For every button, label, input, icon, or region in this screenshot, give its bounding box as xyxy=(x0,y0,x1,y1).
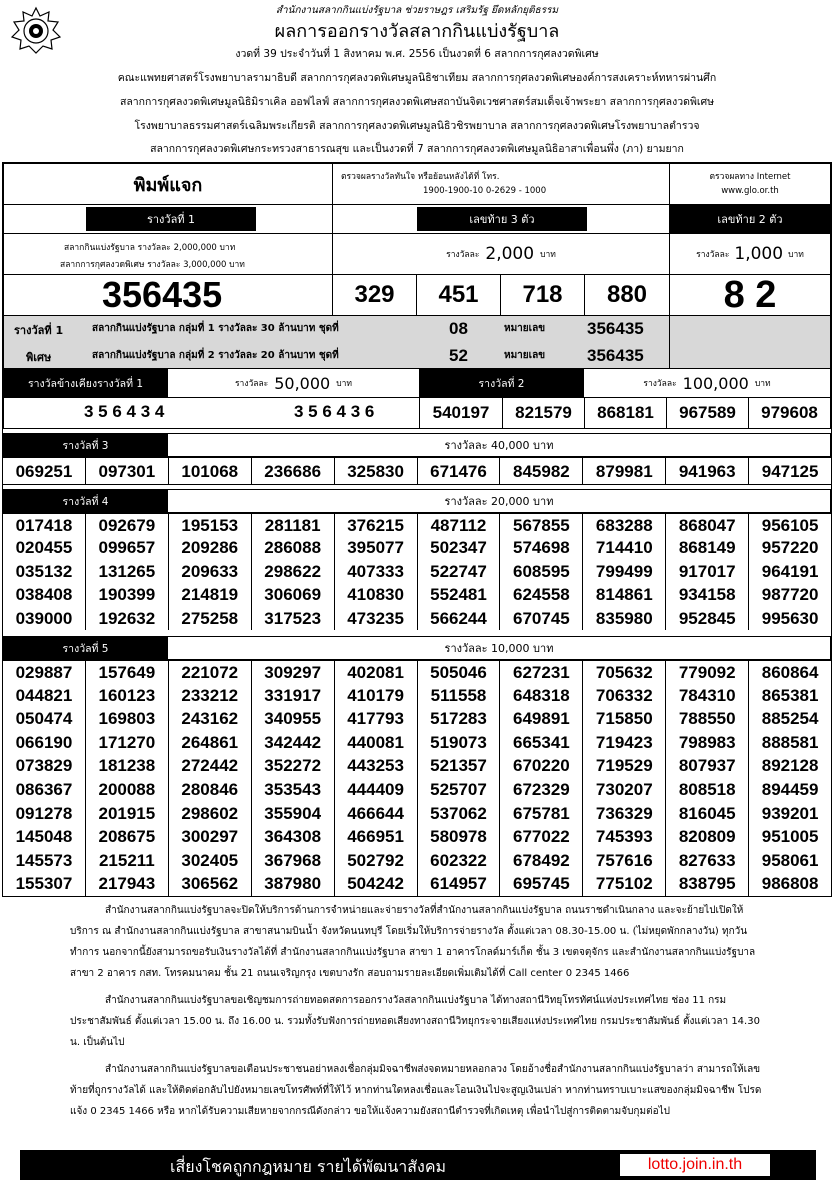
prize5-number: 215211 xyxy=(86,849,169,873)
prize5-number: 820809 xyxy=(666,825,749,849)
last3-header: เลขท้าย 3 ตัว xyxy=(417,207,587,231)
prize5-number: 865381 xyxy=(761,685,819,705)
prize5-number: 517283 xyxy=(418,707,501,731)
footer-paragraph-relocation: สำนักงานสลากกินแบ่งรัฐบาลจะปิดให้บริการด้านการจำหน่ายและจ่ายรางวัลที่สำนักงานสลากกินแบ่งรัฐบาล ถนนราชดำเนินกลาง และจะย้ายไปเปิดให้บริการ ณ สำนักงานสลากกินแบ่งรัฐบาล สาขาสนามบินน้ำ จังหวัดนนทบุรี โดยเริ่มให้บริการจ่ายรางวัล ตั้งแต่เวลา 08.30-15.00 น. (ไม่หยุดพักกลางวัน) ทุกวันทำการ นอกจากนี้ยังสามารถขอรับเงินรางวัลได้ที่ สำนักงานสลากกินแบ่งรัฐบาล สาขา 1 อาคารโกลด์มาร์เก็ต ชั้น 3 เขตจตุจักร และสำนักงานสลากกินแบ่งรัฐบาล สาขา 2 อาคาร กสท. โทรคมนาคม ชั้น 21 ถนนเจริญกรุง เขตบางรัก สอบถามรายละเอียดเพิ่มเติมได้ที่ Call center 0 2345 1466 xyxy=(70,905,756,979)
prize5-number: 678492 xyxy=(500,849,583,873)
prize5-number: 201915 xyxy=(86,802,169,826)
near1-amount xyxy=(167,368,420,398)
prize5-number: 221072 xyxy=(169,661,252,684)
prize2-number: 967589 xyxy=(666,397,749,429)
prize5-number: 306562 xyxy=(169,872,252,896)
prize4-number: 214819 xyxy=(169,583,252,606)
prize4-amount: รางวัลละ 20,000 บาท xyxy=(167,489,831,513)
prize5-number: 157649 xyxy=(86,661,169,684)
prize4-number: 987720 xyxy=(761,585,819,605)
prize4-number: 567855 xyxy=(500,514,583,536)
prize4-number: 683288 xyxy=(583,514,666,536)
prize5-number: 302405 xyxy=(169,849,252,873)
prize5-row xyxy=(3,802,831,826)
prize5-number: 367968 xyxy=(252,849,335,873)
prize4-number: 957220 xyxy=(761,538,819,558)
prize3-number: 325830 xyxy=(335,458,418,484)
prize5-number: 145048 xyxy=(3,825,86,849)
phone-numbers: 1900-1900-10 0-2629 - 1000 xyxy=(423,186,547,196)
prize5-number: 402081 xyxy=(335,661,418,684)
prize5-number: 677022 xyxy=(500,825,583,849)
prize4-number: 195153 xyxy=(169,514,252,536)
prize5-number: 675781 xyxy=(500,802,583,826)
prize4-row xyxy=(3,513,831,536)
prize4-number: 956105 xyxy=(761,516,819,535)
prize5-row xyxy=(3,849,831,873)
prize4-row xyxy=(3,607,831,630)
prize3-number: 097301 xyxy=(86,458,169,484)
prize4-number: 473235 xyxy=(335,607,418,630)
prize1-amounts xyxy=(3,233,333,275)
prize4-number: 209633 xyxy=(169,560,252,583)
prize4-number: 407333 xyxy=(335,560,418,583)
prize5-number: 649891 xyxy=(500,707,583,731)
prize5-number: 511558 xyxy=(418,684,501,708)
prize5-number: 939201 xyxy=(761,803,819,823)
prize5-number: 521357 xyxy=(418,754,501,778)
prize4-number: 209286 xyxy=(169,536,252,559)
prize3-header: รางวัลที่ 3 xyxy=(3,433,168,457)
prize4-number: 190399 xyxy=(86,583,169,606)
prize5-number: 200088 xyxy=(86,778,169,802)
prize4-number: 670745 xyxy=(500,607,583,630)
prize5-number: 860864 xyxy=(761,663,819,682)
last2-amount xyxy=(669,233,831,275)
prize5-number: 444409 xyxy=(335,778,418,802)
header-motto: สำนักงานสลากกินแบ่งรัฐบาล ช่วยราษฎร เสริมรัฐ ยึดหลักยุติธรรม xyxy=(275,5,559,16)
prize5-number: 719423 xyxy=(583,731,666,755)
prize5-number: 894459 xyxy=(761,780,819,799)
prize4-number: 608595 xyxy=(500,560,583,583)
prize4-number: 868149 xyxy=(666,536,749,559)
special-row1-no-label: หมายเลข xyxy=(504,323,546,334)
prize5-row xyxy=(3,684,831,708)
prize3-number: 947125 xyxy=(761,462,819,481)
prize5-number: 217943 xyxy=(86,872,169,896)
prize2-number: 868181 xyxy=(584,397,667,429)
special-label-2: พิเศษ xyxy=(26,351,52,364)
prize5-row xyxy=(3,731,831,755)
special-row1-desc: สลากกินแบ่งรัฐบาล กลุ่มที่ 1 รางวัลละ 30 ล้านบาท ชุดที่ xyxy=(92,323,339,334)
prize5-number: 342442 xyxy=(252,731,335,755)
near1-amount-label: รางวัลละ xyxy=(234,379,269,389)
prize5-number: 807937 xyxy=(666,754,749,778)
prize5-number: 181238 xyxy=(86,754,169,778)
prize5-number: 050474 xyxy=(3,707,86,731)
charity-line-1: คณะแพทยศาสตร์โรงพยาบาลรามาธิบดี สลากการกุศลงวดพิเศษมูลนิธิชาเทียม สลากการกุศลงวดพิเศษองค์การสงเคราะห์ทหารผ่านศึก xyxy=(117,72,717,84)
prize5-number: 502792 xyxy=(335,849,418,873)
prize5-number: 885254 xyxy=(761,709,819,729)
prize5-number: 695745 xyxy=(500,872,583,896)
prize4-number: 566244 xyxy=(418,607,501,630)
special-row2-desc: สลากกินแบ่งรัฐบาล กลุ่มที่ 2 รางวัลละ 20 ล้านบาท ชุดที่ xyxy=(92,350,339,361)
prize5-number: 145573 xyxy=(3,849,86,873)
prize4-number: 714410 xyxy=(583,536,666,559)
prize2-amount-value: 100,000 xyxy=(682,373,749,393)
prize5-number: 798983 xyxy=(666,731,749,755)
prize1-header-cell xyxy=(3,204,333,234)
prize4-number: 410830 xyxy=(335,583,418,606)
prize4-number: 035132 xyxy=(3,560,86,583)
near1-numbers xyxy=(3,397,420,429)
last2-number: 8 2 xyxy=(669,274,831,316)
prize5-number: 504242 xyxy=(335,872,418,896)
prize5-number: 353543 xyxy=(252,778,335,802)
prize3-number: 101068 xyxy=(169,458,252,484)
prize4-number: 574698 xyxy=(500,536,583,559)
prize5-number: 044821 xyxy=(3,684,86,708)
prize4-number: 306069 xyxy=(252,583,335,606)
prize4-number: 376215 xyxy=(335,514,418,536)
prize5-number: 233212 xyxy=(169,684,252,708)
prize4-number: 552481 xyxy=(418,583,501,606)
last2-amount-value: 1,000 xyxy=(734,244,784,264)
prize5-number: 443253 xyxy=(335,754,418,778)
prize5-number: 364308 xyxy=(252,825,335,849)
last3-amount xyxy=(332,233,670,275)
prize5-number: 525707 xyxy=(418,778,501,802)
footer-notes xyxy=(0,900,834,1128)
prize4-row xyxy=(3,560,831,583)
prize4-number: 039000 xyxy=(3,607,86,630)
prize2-number: 979608 xyxy=(748,397,831,429)
prize5-number: 331917 xyxy=(252,684,335,708)
prize2-header: รางวัลที่ 2 xyxy=(419,368,584,398)
prize2-number: 540197 xyxy=(419,397,503,429)
prize3-number: 879981 xyxy=(583,458,666,484)
prize4-number: 917017 xyxy=(666,560,749,583)
charity-line-4: สลากการกุศลงวดพิเศษกระทรวงสาธารณสุข และเป็นงวดที่ 7 สลากการกุศลงวดพิเศษมูลนิธิอาสาเพื่อนพึ่ง (ภา) ยามยาก xyxy=(150,143,684,155)
prize5-number: 272442 xyxy=(169,754,252,778)
prize5-number: 073829 xyxy=(3,754,86,778)
prize5-number: 614957 xyxy=(418,872,501,896)
near1-number: 3 5 6 4 3 6 xyxy=(294,402,375,421)
prize5-row xyxy=(3,825,831,849)
prize3-row xyxy=(3,457,831,485)
internet-label: ตรวจผลทาง Internet xyxy=(709,172,791,182)
footer-paragraph-broadcast: สำนักงานสลากกินแบ่งรัฐบาลขอเชิญชมการถ่ายทอดสดการออกรางวัลสลากกินแบ่งรัฐบาล ได้ทางสถานีวิทยุโทรทัศน์แห่งประเทศไทย ช่อง 11 กรมประชาสัมพันธ์ ตั้งแต่เวลา 15.00 น. ถึง 16.00 น. รวมทั้งรับฟังการถ่ายทอดเสียงทางสถานีวิทยุกระจายเสียงแห่งประเทศไทย กรมประชาสัมพันธ์ ตั้งแต่เวลา 14.30 น. เป็นต้นไป xyxy=(70,995,760,1048)
prize4-number: 131265 xyxy=(86,560,169,583)
prize5-number: 958061 xyxy=(761,850,819,870)
prize4-number: 964191 xyxy=(761,561,819,581)
prize3-amount: รางวัลละ 40,000 บาท xyxy=(167,433,831,457)
draw-info: งวดที่ 39 ประจำวันที่ 1 สิงหาคม พ.ศ. 2556 เป็นงวดที่ 6 สลากการกุศลงวดพิเศษ xyxy=(235,48,599,60)
prize5-row xyxy=(3,660,831,684)
prize2-amount-label: รางวัลละ xyxy=(643,379,677,389)
prize5-number: 736329 xyxy=(583,802,666,826)
prize5-number: 779092 xyxy=(666,661,749,684)
prize5-number: 208675 xyxy=(86,825,169,849)
prize5-number: 705632 xyxy=(583,661,666,684)
prize5-number: 838795 xyxy=(666,872,749,896)
near1-amount-value: 50,000 xyxy=(274,373,331,393)
prize5-number: 410179 xyxy=(335,684,418,708)
prize4-number: 522747 xyxy=(418,560,501,583)
prize5-number: 951005 xyxy=(761,827,819,847)
last3-number: 718 xyxy=(500,274,585,316)
prize4-number: 835980 xyxy=(583,607,666,630)
prize4-row xyxy=(3,583,831,606)
prize2-number: 821579 xyxy=(502,397,585,429)
special-label-1: รางวัลที่ 1 xyxy=(14,324,64,337)
prize5-number: 816045 xyxy=(666,802,749,826)
prize5-number: 986808 xyxy=(761,874,819,894)
prize5-number: 602322 xyxy=(418,849,501,873)
prize4-number: 099657 xyxy=(86,536,169,559)
prize3-number: 069251 xyxy=(3,458,86,484)
prize4-number: 624558 xyxy=(500,583,583,606)
prize5-number: 672329 xyxy=(500,778,583,802)
prize5-number: 029887 xyxy=(3,661,86,684)
prize5-amount: รางวัลละ 10,000 บาท xyxy=(167,636,831,660)
prize4-number: 502347 xyxy=(418,536,501,559)
last3-amount-value: 2,000 xyxy=(485,244,535,264)
prize5-number: 355904 xyxy=(252,802,335,826)
prize5-row xyxy=(3,778,831,802)
prize5-number: 280846 xyxy=(169,778,252,802)
near1-header: รางวัลข้างเคียงรางวัลที่ 1 xyxy=(3,368,168,398)
last3-amount-label: รางวัลละ xyxy=(446,250,480,260)
special-row2-no-label: หมายเลข xyxy=(504,350,546,361)
prize4-number: 317523 xyxy=(252,607,335,630)
prize5-number: 715850 xyxy=(583,707,666,731)
prize5-number: 298602 xyxy=(169,802,252,826)
prize4-number: 020455 xyxy=(3,536,86,559)
phone-info xyxy=(332,163,670,205)
prize3-number: 845982 xyxy=(500,458,583,484)
prize5-number: 784310 xyxy=(666,684,749,708)
prize4-number: 952845 xyxy=(666,607,749,630)
last3-number: 329 xyxy=(332,274,417,316)
special-row1-number: 356435 xyxy=(587,319,644,338)
prize1-amount-charity: สลากการกุศลงวดพิเศษ รางวัลละ 3,000,000 บาท xyxy=(60,260,245,270)
prize4-number: 995630 xyxy=(761,608,819,628)
special-prize xyxy=(3,315,670,369)
last2-header: เลขท้าย 2 ตัว xyxy=(669,204,831,234)
prize5-number: 627231 xyxy=(500,661,583,684)
prize5-number: 300297 xyxy=(169,825,252,849)
prize5-number: 091278 xyxy=(3,802,86,826)
prize4-number: 092679 xyxy=(86,514,169,536)
prize4-number: 275258 xyxy=(169,607,252,630)
phone-check-label: ตรวจผลรางวัลทันใจ หรือย้อนหลังได้ที่ โทร. xyxy=(341,172,500,182)
last3-number: 451 xyxy=(416,274,501,316)
prize4-number: 934158 xyxy=(666,583,749,606)
prize1-header: รางวัลที่ 1 xyxy=(86,207,256,231)
prize5-number: 466644 xyxy=(335,802,418,826)
special-blank xyxy=(669,315,831,369)
charity-line-2: สลากการกุศลงวดพิเศษมูลนิธิมิราเคิล ออฟไลฟ์ สลากการกุศลงวดพิเศษสถาบันจิตเวชศาสตร์สมเด็จเจ้าพระยา สลากการกุศลงวดพิเศษ xyxy=(119,96,715,108)
prize5-number: 670220 xyxy=(500,754,583,778)
bottom-bar xyxy=(20,1150,816,1180)
prize5-number: 160123 xyxy=(86,684,169,708)
website-link[interactable]: www.glo.or.th xyxy=(721,186,779,196)
prize5-number: 440081 xyxy=(335,731,418,755)
last3-number: 880 xyxy=(584,274,670,316)
prize2-amount xyxy=(583,368,831,398)
site-link[interactable]: lotto.join.in.th xyxy=(620,1154,770,1176)
prize5-number: 892128 xyxy=(761,756,819,776)
prize5-number: 580978 xyxy=(418,825,501,849)
prize4-number: 298622 xyxy=(252,560,335,583)
near1-amount-unit: บาท xyxy=(336,379,352,389)
prize1-number: 356435 xyxy=(3,274,333,316)
header xyxy=(0,0,834,160)
prize5-number: 648318 xyxy=(500,684,583,708)
prize4-header: รางวัลที่ 4 xyxy=(3,489,168,513)
prize4-number: 814861 xyxy=(583,583,666,606)
last2-amount-label: รางวัลละ xyxy=(696,250,730,260)
prize2-amount-unit: บาท xyxy=(754,379,771,389)
prize5-row xyxy=(3,872,831,896)
charity-line-3: โรงพยาบาลธรรมศาสตร์เฉลิมพระเกียรติ สลากการกุศลงวดพิเศษมูลนิธิวชิรพยาบาล สลากการกุศลงวดพิเศษโรงพยาบาลตำรวจ xyxy=(134,120,700,132)
prize4-number: 799499 xyxy=(583,560,666,583)
prize5-number: 243162 xyxy=(169,707,252,731)
prize5-number: 340955 xyxy=(252,707,335,731)
prize5-number: 066190 xyxy=(3,731,86,755)
prize5-number: 665341 xyxy=(500,731,583,755)
near1-number: 3 5 6 4 3 4 xyxy=(84,402,165,421)
prize3-number: 671476 xyxy=(418,458,501,484)
prize5-row xyxy=(3,754,831,778)
prize5-number: 086367 xyxy=(3,778,86,802)
internet-info xyxy=(669,163,831,205)
prize5-number: 788550 xyxy=(666,707,749,731)
last3-amount-unit: บาท xyxy=(540,250,556,260)
prize3-number: 941963 xyxy=(666,458,749,484)
prize5-number: 155307 xyxy=(3,872,86,896)
footer-paragraph-warning: สำนักงานสลากกินแบ่งรัฐบาลขอเตือนประชาชนอย่าหลงเชื่อกลุ่มมิจฉาชีพส่งจดหมายหลอกลวง โดยอ้างชื่อสำนักงานสลากกินแบ่งรัฐบาลว่า สามารถให้เลขท้ายที่ถูกรางวัลได้ และให้ติดต่อกลับไปยังหมายเลขโทรศัพท์ที่ให้ไว้ หากท่านใดหลงเชื่อและโอนเงินไปจะสูญเงินเปล่า หากท่านทราบเบาะแสของกลุ่มมิจฉาชีพ โปรดแจ้ง 0 2345 1466 หรือ หากได้รับความเสียหายจากกรณีดังกล่าว ขอให้แจ้งความยังสถานีตำรวจที่เกิดเหตุ เพื่อนำไปสู่การติดตามจับกุมต่อไป xyxy=(70,1064,762,1117)
prize4-number: 487112 xyxy=(418,514,501,536)
prize5-number: 827633 xyxy=(666,849,749,873)
prize5-number: 519073 xyxy=(418,731,501,755)
prize4-row xyxy=(3,536,831,559)
prize4-number: 395077 xyxy=(335,536,418,559)
special-row1-set: 08 xyxy=(449,319,468,338)
prize5-number: 730207 xyxy=(583,778,666,802)
prize5-number: 417793 xyxy=(335,707,418,731)
prize4-number: 281181 xyxy=(252,514,335,536)
prize5-number: 171270 xyxy=(86,731,169,755)
prize4-number: 038408 xyxy=(3,583,86,606)
prize5-number: 745393 xyxy=(583,825,666,849)
prize5-number: 505046 xyxy=(418,661,501,684)
prize5-number: 706332 xyxy=(583,684,666,708)
special-row2-set: 52 xyxy=(449,346,468,365)
prize5-number: 775102 xyxy=(583,872,666,896)
last2-amount-unit: บาท xyxy=(788,250,804,260)
prize1-amount-regular: สลากกินแบ่งรัฐบาล รางวัลละ 2,000,000 บาท xyxy=(64,243,236,253)
last3-header-cell xyxy=(332,204,670,234)
results-table xyxy=(2,162,832,897)
prize5-number: 264861 xyxy=(169,731,252,755)
prize3-number: 236686 xyxy=(252,458,335,484)
prize5-number: 808518 xyxy=(666,778,749,802)
prize5-number: 719529 xyxy=(583,754,666,778)
prize5-number: 537062 xyxy=(418,802,501,826)
slogan: เสี่ยงโชคถูกกฎหมาย รายได้พัฒนาสังคม xyxy=(170,1157,447,1176)
prize4-number: 868047 xyxy=(666,514,749,536)
prize5-header: รางวัลที่ 5 xyxy=(3,636,168,660)
prize5-number: 309297 xyxy=(252,661,335,684)
special-row2-number: 356435 xyxy=(587,346,644,365)
prize5-number: 352272 xyxy=(252,754,335,778)
page-title: ผลการออกรางวัลสลากกินแบ่งรัฐบาล xyxy=(274,21,560,42)
prize5-number: 888581 xyxy=(761,732,819,752)
prize5-number: 387980 xyxy=(252,872,335,896)
prize5-number: 757616 xyxy=(583,849,666,873)
prize5-number: 169803 xyxy=(86,707,169,731)
print-label: พิมพ์แจก xyxy=(3,163,333,205)
prize5-row xyxy=(3,707,831,731)
prize4-number: 192632 xyxy=(86,607,169,630)
prize4-number: 286088 xyxy=(252,536,335,559)
prize4-number: 017418 xyxy=(3,514,86,536)
prize5-number: 466951 xyxy=(335,825,418,849)
